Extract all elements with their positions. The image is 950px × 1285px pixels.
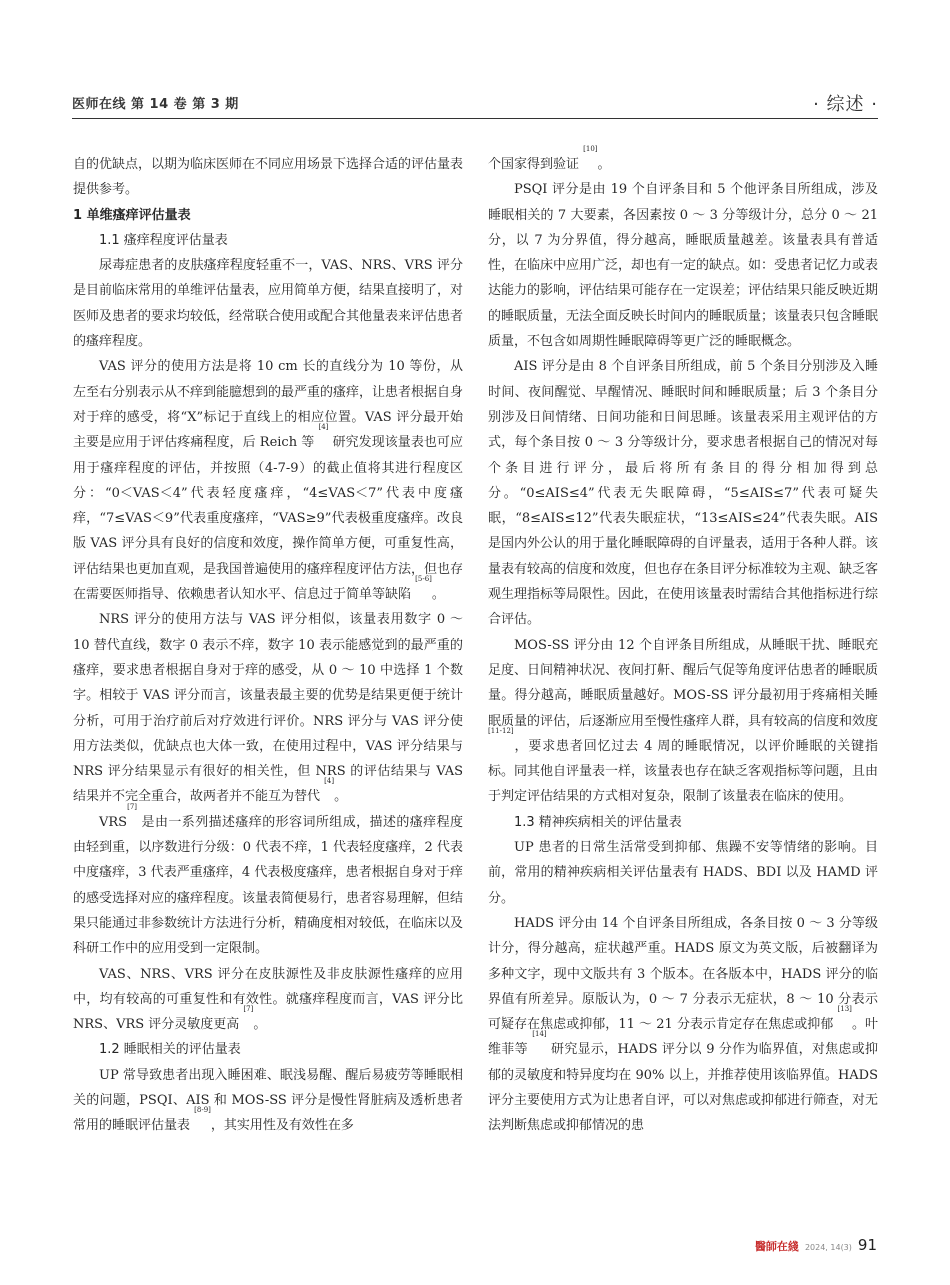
issue-info: 2024, 14(3) bbox=[804, 1243, 852, 1252]
citation: [5-6] bbox=[415, 575, 432, 584]
text-run: 。 bbox=[253, 1017, 267, 1033]
paragraph bbox=[488, 911, 878, 1139]
citation: [8-9] bbox=[194, 1106, 211, 1115]
paragraph: AIS 评分是由 8 个自评条目所组成，前 5 个条目分别涉及入睡时间、夜间醒觉、早醒情况、睡眠时间和睡眠质量；后 3 个条目分别涉及日间情绪、日间功能和日间思睡。该量表采用主观评估的方式，每个条目按 0 ～ 3 分等级计分，要求患者根据自己的情况对每个条目进行评分，最后将所有条目的得分相加得到总分。“0≤AIS≤4”代表无失眠障碍，“5≤AIS≤7”代表可疑失眠，“8≤AIS≤12”代表失眠症状，“13≤AIS≤24”代表失眠。AIS 是国内外公认的用于量化睡眠障碍的自评量表，适用于各种人群。该量表有较高的信度和效度，但也存在条目评分标准较为主观、缺乏客观生理指标等局限性。因此，在使用该量表时需结合其他指标进行综合评估。 bbox=[488, 359, 879, 628]
paragraph bbox=[73, 607, 463, 809]
right-column bbox=[488, 145, 879, 1139]
citation: [7] bbox=[243, 1005, 254, 1014]
paragraph: 自的优缺点，以期为临床医师在不同应用场景下选择合适的评估量表提供参考。 bbox=[73, 157, 464, 198]
page-footer bbox=[755, 1236, 877, 1254]
text-run: HADS 评分由 14 个自评条目所组成，各条目按 0 ～ 3 分等级计分，得分越高，症状越严重。HADS 原文为英文版，后被翻译为多种文字，现中文版共有 3 个版本。在各版本中，HADS 评分的临界值有所差异。原版认为，0 ～ 7 分表示无症状，8 ～ 10 分表示可疑存在焦虑或抑郁，11 ～ 21 分表示肯定存在焦虑或抑郁 bbox=[488, 915, 878, 1033]
text-run: VAS、NRS、VRS 评分在皮肤源性及非皮肤源性瘙痒的应用中，均有较高的可重复性和有效性。就瘙痒程度而言，VAS 评分比 NRS、VRS 评分灵敏度更高 bbox=[73, 966, 463, 1033]
citation: [10] bbox=[583, 145, 598, 153]
left-column bbox=[73, 152, 463, 1139]
text-run: 研究显示，HADS 评分以 9 分作为临界值，对焦虑或抑郁的灵敏度和特异度均在 90% 以上，并推荐使用该临界值。HADS 评分主要使用方式为让患者自评，可以对焦虑或抑郁进行筛查，对无法判断焦虑或抑郁情况的患 bbox=[488, 1042, 879, 1134]
subsection-heading: 1.3 精神疾病相关的评估量表 bbox=[514, 814, 682, 830]
paragraph: PSQI 评分是由 19 个自评条目和 5 个他评条目所组成，涉及睡眠相关的 7 大要素，各因素按 0 ～ 3 分等级计分，总分 0 ～ 21 分，以 7 为分界值，得分越高，睡眠质量越差。该量表具有普适性，在临床中应用广泛，却也有一定的缺点。如：受患者记忆力或表达能力的影响，评估结果可能存在一定误差；评估结果只能反映近期的睡眠质量，无法全面反映长时间内的睡眠质量；该量表只包含睡眠质量，不包含如周期性睡眠障碍等更广泛的睡眠概念。 bbox=[488, 182, 879, 350]
subsection-heading: 1.1 瘙痒程度评估量表 bbox=[99, 232, 228, 248]
citation: [7] bbox=[127, 802, 138, 811]
text-run: ，要求患者回忆过去 4 周的睡眠情况，以评价睡眠的关键指标。同其他自评量表一样，该量表也存在缺乏客观指标等问题，且由于判定评估结果的方式相对复杂，限制了该量表在临床的使用。 bbox=[488, 738, 879, 805]
text-run: MOS-SS 评分由 12 个自评条目所组成，从睡眠干扰、睡眠充足度、日间精神状况、夜间打鼾、醒后气促等角度评估患者的睡眠质量。得分越高，睡眠质量越好。MOS-SS 评分最初用于疼痛相关睡眠质量的评估，后逐渐应用至慢性瘙痒人群，具有较高的信度和效度 bbox=[488, 637, 879, 729]
paragraph bbox=[73, 354, 463, 607]
text-run: VRS bbox=[99, 814, 128, 830]
text-run: 研究发现该量表也可应用于瘙痒程度的评估，并按照（4-7-9）的截止值将其进行程度区分：“0＜VAS＜4”代表轻度瘙痒，“4≤VAS＜7”代表中度瘙痒，“7≤VAS＜9”代表重度瘙痒，“VAS≥9”代表极重度瘙痒。改良版 VAS 评分具有良好的信度和效度，操作简单方便，可重复性高，评估结果也更加直观，是我国普遍使用的瘙痒程度评估方法，但也存在需要医师指导、依赖患者认知水平、信息过于简单等缺陷 bbox=[73, 435, 464, 603]
text-run: 。 bbox=[334, 789, 348, 805]
citation: [14] bbox=[532, 1030, 547, 1039]
journal-logo: 醫師在綫 bbox=[754, 1240, 799, 1253]
text-run: NRS 评分的使用方法与 VAS 评分相似，该量表用数字 0 ～ 10 替代直线，数字 0 表示不痒，数字 10 表示能感觉到的最严重的瘙痒，要求患者根据自身对于痒的感受，从 0 ～ 10 中选择 1 个数字。相较于 VAS 评分而言，该量表最主要的优势是结果更便于统计分析，可用于治疗前后对疗效进行评价。NRS 评分与 VAS 评分使用方法类似，优缺点也大体一致，在使用过程中，VAS 评分结果与 NRS 评分结果显示有很好的相关性，但 NRS 的评估结果与 VAS 结果并不完全重合，故两者并不能互为替代 bbox=[73, 612, 463, 805]
paragraph: UP 患者的日常生活常受到抑郁、焦躁不安等情绪的影响。目前，常用的精神疾病相关评估量表有 HADS、BDI 以及 HAMD 评分。 bbox=[488, 840, 878, 906]
section-heading: 1 单维瘙痒评估量表 bbox=[73, 207, 191, 223]
text-run: UP 常导致患者出现入睡困难、眠浅易醒、醒后易疲劳等睡眠相关的问题，PSQI、AIS 和 MOS-SS 评分是慢性肾脏病及透析患者常用的睡眠评估量表 bbox=[73, 1067, 463, 1134]
section-label: · 综述 · bbox=[813, 94, 878, 115]
header-divider bbox=[72, 118, 878, 119]
paragraph bbox=[73, 962, 463, 1038]
text-run: ，其实用性及有效性在多 bbox=[210, 1118, 354, 1134]
text-run: 个国家得到验证 bbox=[488, 157, 584, 172]
journal-header: 医师在线 第 14 卷 第 3 期 bbox=[72, 97, 239, 112]
text-run: 。 bbox=[597, 157, 611, 172]
text-run: 是由一系列描述瘙痒的形容词所组成，描述的瘙痒程度由轻到重，以序数进行分级：0 代表不痒，1 代表轻度瘙痒，2 代表中度瘙痒，3 代表严重瘙痒，4 代表极度瘙痒，患者根据自身对于痒的感受选择对应的瘙痒程度。该量表简便易行，患者容易理解，但结果只能通过非参数统计方法进行分析，精确度相对较低，在临床以及科研工作中的应用受到一定限制。 bbox=[73, 814, 464, 957]
text-run: 。叶维菲等 bbox=[488, 1017, 878, 1058]
paragraph bbox=[488, 633, 878, 810]
text-run: VAS 评分的使用方法是将 10 cm 长的直线分为 10 等份，从左至右分别表示从不痒到能臆想到的最严重的瘙痒，让患者根据自身对于痒的感受，将“X”标记于直线上的相应位置。VAS 评分最开始主要是应用于评估疼痛程度，后 Reich 等 bbox=[73, 359, 464, 451]
paragraph bbox=[73, 802, 464, 962]
citation: [4] bbox=[324, 777, 335, 786]
citation: [13] bbox=[837, 1005, 852, 1014]
subsection-heading: 1.2 睡眠相关的评估量表 bbox=[99, 1042, 241, 1058]
paragraph bbox=[488, 145, 878, 177]
page-number: 91 bbox=[857, 1236, 877, 1254]
paragraph: 尿毒症患者的皮肤瘙痒程度轻重不一，VAS、NRS、VRS 评分是目前临床常用的单维评估量表，应用简单方便，结果直接明了，对医师及患者的要求均较低，经常联合使用或配合其他量表来评估患者的瘙痒程度。 bbox=[73, 258, 464, 350]
citation: [4] bbox=[318, 423, 329, 432]
text-run: 。 bbox=[431, 587, 445, 603]
citation: [11-12] bbox=[488, 726, 514, 735]
paragraph bbox=[73, 1063, 463, 1139]
